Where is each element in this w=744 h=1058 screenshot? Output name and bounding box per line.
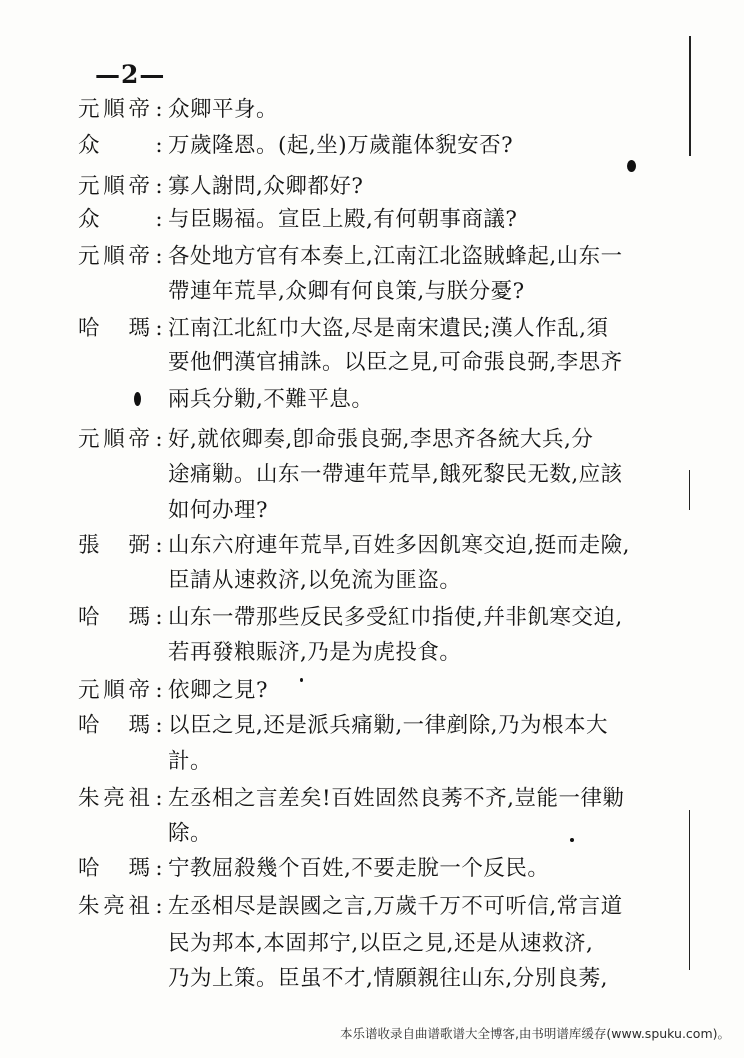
page-number: —2— [95, 60, 166, 89]
speaker-colon: : [155, 533, 163, 558]
dialogue-continuation: 除。 [168, 821, 213, 846]
speaker-label: 張 弼 [78, 533, 150, 558]
speaker-label: 朱亮祖 [78, 786, 150, 811]
dialogue-text: 好,就依卿奏,卽命張良弼,李思齐各統大兵,分 [168, 427, 594, 452]
speaker-colon: : [155, 713, 163, 738]
dialogue-line [78, 853, 549, 885]
speaker-colon: : [155, 174, 163, 199]
dialogue-text: 众卿平身。 [168, 97, 279, 122]
dialogue-continuation: 臣請从速救济,以免流为匪盗。 [168, 568, 462, 593]
dialogue-text: 以臣之見,还是派兵痛勦,一律剷除,乃为根本大 [168, 713, 609, 738]
speaker-label: 哈 瑪 [78, 856, 150, 881]
dialogue-line [78, 710, 608, 742]
speaker-label: 朱亮祖 [78, 894, 150, 919]
ink-dot [570, 838, 574, 842]
dialogue-text: 依卿之見? [168, 678, 269, 703]
margin-rule [689, 470, 690, 510]
speaker-label: 元順帝 [78, 174, 150, 199]
dialogue-continuation: 乃为上策。臣虽不才,情願親往山东,分別良莠, [168, 966, 609, 991]
speaker-label: 元順帝 [78, 244, 150, 269]
speaker-label: 元順帝 [78, 678, 150, 703]
dialogue-line [78, 94, 278, 126]
speaker-label: 哈 瑪 [78, 605, 150, 630]
margin-rule [689, 810, 690, 970]
dialogue-line [78, 424, 593, 456]
ink-blot [627, 160, 636, 172]
speaker-label: 元順帝 [78, 427, 150, 452]
dialogue-line [78, 204, 517, 236]
speaker-colon: : [155, 786, 163, 811]
speaker-label: 众 [78, 207, 100, 232]
dialogue-text: 左丞相尽是誤國之言,万歲千万不可听信,常言道 [168, 894, 623, 919]
dialogue-continuation: 若再發粮賑济,乃是为虎投食。 [168, 640, 462, 665]
speaker-label: 哈 瑪 [78, 713, 150, 738]
ink-dot [300, 678, 303, 682]
dialogue-text: 宁教屈殺幾个百姓,不要走脫一个反民。 [168, 856, 550, 881]
dialogue-text: 左丞相之言差矣!百姓固然良莠不齐,豈能一律勦 [168, 786, 625, 811]
dialogue-line [78, 602, 623, 634]
dialogue-continuation: 計。 [168, 749, 213, 774]
speaker-colon: : [155, 316, 163, 341]
dialogue-continuation: 民为邦本,本固邦宁,以臣之見,还是从速救济, [168, 931, 594, 956]
dialogue-text: 山东六府連年荒旱,百姓多因飢寒交迫,挺而走險, [168, 533, 631, 558]
speaker-colon: : [155, 207, 163, 232]
dialogue-line [78, 171, 363, 203]
dialogue-line [78, 130, 513, 162]
dialogue-text: 万歲隆恩。(起,坐)万歲龍体貎安否? [168, 133, 514, 158]
dialogue-continuation: 要他們漢官捕誅。以臣之見,可命張良弼,李思齐 [168, 350, 623, 375]
dialogue-line [78, 783, 624, 815]
dialogue-text: 寡人謝問,众卿都好? [168, 174, 364, 199]
speaker-colon: : [155, 605, 163, 630]
ink-blot [134, 392, 141, 406]
dialogue-text: 江南江北紅巾大盗,尽是南宋遺民;漢人作乱,須 [168, 316, 609, 341]
dialogue-continuation: 兩兵分勦,不難平息。 [168, 387, 374, 412]
speaker-colon: : [155, 427, 163, 452]
dialogue-continuation: 如何办理? [168, 498, 269, 523]
speaker-colon: : [155, 133, 163, 158]
speaker-label: 元順帝 [78, 97, 150, 122]
dialogue-text: 山东一帶那些反民多受紅巾指使,幷非飢寒交迫, [168, 605, 623, 630]
dialogue-continuation: 帶連年荒旱,众卿有何良策,与朕分憂? [168, 279, 525, 304]
speaker-colon: : [155, 244, 163, 269]
speaker-label: 哈 瑪 [78, 316, 150, 341]
dialogue-line [78, 313, 608, 345]
speaker-colon: : [155, 856, 163, 881]
dialogue-continuation: 途痛勦。山东一帶連年荒旱,餓死黎民无数,应該 [168, 462, 623, 487]
speaker-colon: : [155, 97, 163, 122]
dialogue-text: 各处地方官有本奏上,江南江北盗賊蜂起,山东一 [168, 244, 623, 269]
footer-note: 本乐谱收录自曲谱歌谱大全博客,由书明谱库缓存(www.spuku.com)。 [339, 1026, 730, 1041]
speaker-colon: : [155, 894, 163, 919]
margin-rule [689, 36, 691, 156]
dialogue-line [78, 675, 268, 707]
dialogue-line [78, 530, 630, 562]
dialogue-line [78, 891, 623, 923]
dialogue-line [78, 241, 623, 273]
speaker-colon: : [155, 678, 163, 703]
dialogue-text: 与臣賜福。宣臣上殿,有何朝事商議? [168, 207, 518, 232]
speaker-label: 众 [78, 133, 100, 158]
